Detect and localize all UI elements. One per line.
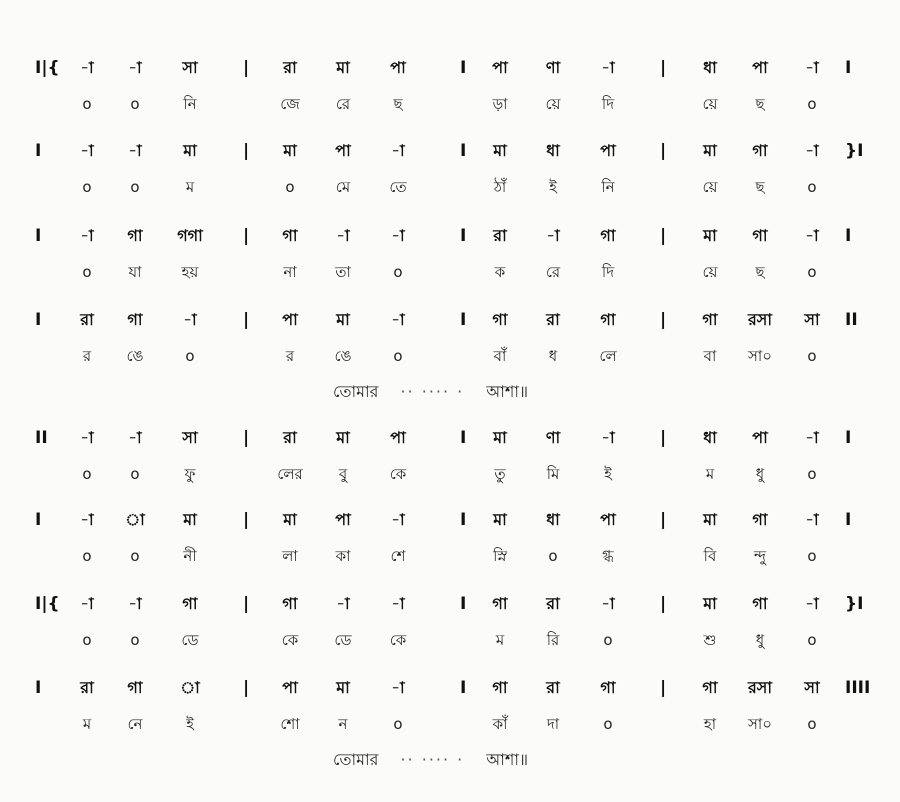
bar-separator: | [243, 510, 250, 530]
note-cell: -া [391, 510, 405, 529]
bar-separator: | [660, 428, 667, 448]
note-cell: পা [282, 678, 298, 697]
start-mark: I [35, 310, 42, 330]
note-cell: -া [336, 226, 350, 245]
note-cell: গা [600, 226, 616, 245]
lyric-cell: ঠাঁ [493, 178, 507, 196]
lyric-cell: নি [183, 95, 197, 113]
note-cell: -া [391, 310, 405, 329]
lyric-cell: বাঁ [493, 347, 507, 365]
lyric-cell: কে [389, 465, 407, 483]
note-cell: -া [391, 226, 405, 245]
refrain-start: তোমার [333, 382, 379, 401]
refrain-line [333, 384, 528, 400]
lyric-cell: তু [494, 465, 506, 483]
note-cell: পা [600, 141, 616, 160]
note-cell: গা [752, 594, 768, 613]
lyric-cell: o [393, 347, 403, 365]
note-cell: -া [391, 594, 405, 613]
note-cell: -া [805, 226, 819, 245]
refrain-end: আশা॥ [486, 382, 529, 401]
bar-separator: | [660, 510, 667, 530]
note-cell: পা [752, 428, 768, 447]
lyric-cell: o [807, 465, 817, 483]
note-cell: -া [128, 141, 142, 160]
note-cell: মা [336, 428, 350, 447]
note-cell: রসা [747, 310, 773, 329]
end-mark: }I [845, 594, 864, 614]
lyric-cell: কে [389, 631, 407, 649]
lyric-cell: জে [280, 95, 300, 113]
lyric-cell: র [285, 347, 295, 365]
lyric-cell: ডে [334, 631, 352, 649]
note-cell: সা [804, 310, 820, 329]
lyric-cell: ম [82, 715, 92, 733]
note-cell: -া [805, 58, 819, 77]
note-cell: রা [283, 58, 297, 77]
note-cell: সা [804, 678, 820, 697]
lyric-cell: ম [705, 465, 715, 483]
note-cell: মা [703, 594, 717, 613]
note-cell: গগা [177, 226, 203, 245]
lyric-cell: ঙে [334, 347, 352, 365]
bar-separator: I [460, 510, 467, 530]
lyric-cell: মি [546, 465, 560, 483]
note-cell: রা [80, 678, 94, 697]
lyric-cell: o [130, 547, 140, 565]
bar-separator: I [460, 310, 467, 330]
lyric-cell: ড়া [492, 95, 508, 113]
bar-separator: | [243, 58, 250, 78]
bar-separator: I [460, 678, 467, 698]
lyric-cell: o [393, 263, 403, 281]
lyric-cell: o [807, 631, 817, 649]
note-cell: -া [805, 594, 819, 613]
lyric-cell: ন [338, 715, 348, 733]
note-cell: মা [493, 428, 507, 447]
lyric-cell: য়ে [702, 178, 718, 196]
note-cell: রা [493, 226, 507, 245]
note-cell: রা [546, 594, 560, 613]
bar-separator: I [460, 594, 467, 614]
lyric-cell: o [82, 547, 92, 565]
lyric-cell: o [807, 715, 817, 733]
lyric-cell: তে [389, 178, 407, 196]
bar-separator: | [243, 594, 250, 614]
lyric-cell: ঙে [126, 347, 144, 365]
lyric-cell: ফু [184, 465, 196, 483]
note-cell: -া [601, 58, 615, 77]
note-cell: া [180, 678, 200, 697]
note-cell: গা [127, 678, 143, 697]
lyric-cell: ছ [755, 178, 765, 196]
bar-separator: | [243, 141, 250, 161]
lyric-cell: ই [604, 465, 612, 483]
bar-separator: I [460, 141, 467, 161]
end-mark: II [845, 310, 858, 330]
lyric-cell: দি [601, 95, 615, 113]
lyric-cell: কে [281, 631, 299, 649]
lyric-cell: o [807, 263, 817, 281]
note-cell: -া [128, 58, 142, 77]
bar-separator: | [243, 226, 250, 246]
lyric-cell: কাঁ [492, 715, 508, 733]
note-cell: -া [805, 510, 819, 529]
lyric-cell: সা০ [747, 347, 773, 365]
lyric-cell: o [185, 347, 195, 365]
lyric-cell: হা [703, 715, 717, 733]
lyric-cell: ক [494, 263, 506, 281]
note-cell: গা [600, 310, 616, 329]
lyric-cell: ছ [755, 95, 765, 113]
lyric-cell: নী [183, 547, 197, 565]
note-cell: পা [335, 510, 351, 529]
lyric-cell: o [548, 547, 558, 565]
note-cell: গা [282, 226, 298, 245]
lyric-cell: য়ে [702, 95, 718, 113]
start-mark: I|{ [35, 58, 60, 78]
note-cell: পা [752, 58, 768, 77]
note-cell: গা [127, 310, 143, 329]
bar-separator: | [660, 678, 667, 698]
note-cell: -া [805, 141, 819, 160]
refrain-dots: ·· ···· · [400, 382, 465, 401]
note-cell: মা [183, 510, 197, 529]
note-cell: মা [703, 226, 717, 245]
refrain-start: তোমার [333, 750, 379, 769]
lyric-cell: বি [703, 547, 717, 565]
note-cell: -া [128, 594, 142, 613]
lyric-cell: o [82, 631, 92, 649]
lyric-cell: মে [335, 178, 351, 196]
lyric-cell: দি [601, 263, 615, 281]
note-cell: রা [546, 310, 560, 329]
end-mark: I [845, 226, 852, 246]
end-mark: I [845, 428, 852, 448]
start-mark: I [35, 510, 42, 530]
refrain-end: আশা॥ [486, 750, 529, 769]
note-cell: পা [600, 510, 616, 529]
note-cell: পা [282, 310, 298, 329]
lyric-cell: দা [546, 715, 560, 733]
lyric-cell: o [82, 465, 92, 483]
lyric-cell: o [285, 178, 295, 196]
note-cell: পা [390, 428, 406, 447]
lyric-cell: ধু [755, 631, 765, 649]
note-cell: মা [183, 141, 197, 160]
lyric-cell: o [82, 178, 92, 196]
lyric-cell: য়ে [545, 95, 561, 113]
refrain-dots: ·· ···· · [400, 750, 465, 769]
lyric-cell: ডে [181, 631, 199, 649]
note-cell: -া [601, 594, 615, 613]
lyric-cell: শো [280, 715, 300, 733]
lyric-cell: o [130, 95, 140, 113]
lyric-cell: o [807, 178, 817, 196]
note-cell: -া [546, 226, 560, 245]
note-cell: -া [80, 58, 94, 77]
note-cell: মা [703, 510, 717, 529]
start-mark: I [35, 226, 42, 246]
lyric-cell: o [807, 547, 817, 565]
note-cell: গা [752, 226, 768, 245]
start-mark: I [35, 141, 42, 161]
lyric-cell: লা [282, 547, 298, 565]
start-mark: II [35, 428, 48, 448]
note-cell: ধা [546, 510, 560, 529]
lyric-cell: র [82, 347, 92, 365]
note-cell: গা [600, 678, 616, 697]
note-cell: -া [128, 428, 142, 447]
lyric-cell: লের [277, 465, 303, 483]
note-cell: গা [127, 226, 143, 245]
end-mark: I [845, 510, 852, 530]
lyric-cell: ন্দু [753, 547, 767, 565]
bar-separator: I [460, 428, 467, 448]
note-cell: মা [283, 510, 297, 529]
note-cell: গা [492, 594, 508, 613]
lyric-cell: স্নি [493, 547, 507, 565]
lyric-cell: ম [185, 178, 195, 196]
note-cell: ণা [545, 58, 561, 77]
lyric-cell: ই [186, 715, 194, 733]
note-cell: সা [182, 58, 198, 77]
bar-separator: | [660, 141, 667, 161]
bar-separator: | [243, 310, 250, 330]
note-cell: রা [283, 428, 297, 447]
note-cell: মা [283, 141, 297, 160]
note-cell: -া [80, 141, 94, 160]
note-cell: পা [492, 58, 508, 77]
note-cell: ধা [703, 428, 717, 447]
lyric-cell: o [807, 347, 817, 365]
lyric-cell: o [130, 465, 140, 483]
note-cell: -া [80, 510, 94, 529]
end-mark: IIII [845, 678, 871, 698]
lyric-cell: না [283, 263, 297, 281]
bar-separator: | [243, 428, 250, 448]
note-cell: -া [183, 310, 197, 329]
note-cell: গা [752, 510, 768, 529]
lyric-cell: যা [128, 263, 142, 281]
note-cell: মা [336, 58, 350, 77]
lyric-cell: তা [335, 263, 351, 281]
note-cell: গা [752, 141, 768, 160]
note-cell: -া [391, 141, 405, 160]
lyric-cell: ছ [393, 95, 403, 113]
lyric-cell: নে [127, 715, 143, 733]
note-cell: পা [390, 58, 406, 77]
lyric-cell: ছ [755, 263, 765, 281]
lyric-cell: o [130, 178, 140, 196]
note-cell: -া [80, 226, 94, 245]
note-cell: ধা [703, 58, 717, 77]
lyric-cell: o [393, 715, 403, 733]
lyric-cell: হয় [181, 263, 199, 281]
lyric-cell: শে [390, 547, 406, 565]
note-cell: মা [703, 141, 717, 160]
note-cell: -া [391, 678, 405, 697]
bar-separator: I [460, 58, 467, 78]
note-cell: পা [335, 141, 351, 160]
lyric-cell: ধ [548, 347, 558, 365]
lyric-cell: সা০ [747, 715, 773, 733]
bar-separator: | [660, 594, 667, 614]
end-mark: }I [845, 141, 864, 161]
note-cell: ধা [546, 141, 560, 160]
bar-separator: | [660, 58, 667, 78]
note-cell: গা [182, 594, 198, 613]
note-cell: মা [336, 310, 350, 329]
lyric-cell: ধু [755, 465, 765, 483]
note-cell: রা [80, 310, 94, 329]
note-cell: রসা [747, 678, 773, 697]
lyric-cell: o [130, 631, 140, 649]
note-cell: মা [493, 510, 507, 529]
lyric-cell: o [807, 95, 817, 113]
note-cell: গা [702, 678, 718, 697]
lyric-cell: o [82, 95, 92, 113]
bar-separator: | [660, 310, 667, 330]
note-cell: গা [702, 310, 718, 329]
lyric-cell: o [82, 263, 92, 281]
lyric-cell: রি [546, 631, 560, 649]
lyric-cell: য়ে [702, 263, 718, 281]
bar-separator: | [660, 226, 667, 246]
note-cell: রা [546, 678, 560, 697]
start-mark: I [35, 678, 42, 698]
note-cell: -া [80, 428, 94, 447]
lyric-cell: বা [703, 347, 717, 365]
note-cell: -া [336, 594, 350, 613]
bar-separator: I [460, 226, 467, 246]
lyric-cell: ই [549, 178, 557, 196]
note-cell: া [125, 510, 145, 529]
lyric-cell: রে [545, 263, 561, 281]
note-cell: -া [805, 428, 819, 447]
lyric-cell: ম [495, 631, 505, 649]
lyric-cell: নি [601, 178, 615, 196]
lyric-cell: বু [338, 465, 348, 483]
lyric-cell: o [603, 631, 613, 649]
note-cell: গা [492, 678, 508, 697]
lyric-cell: গ্ধ [602, 547, 614, 565]
note-cell: মা [493, 141, 507, 160]
lyric-cell: শু [703, 631, 717, 649]
note-cell: গা [492, 310, 508, 329]
lyric-cell: রে [335, 95, 351, 113]
note-cell: সা [182, 428, 198, 447]
note-cell: মা [336, 678, 350, 697]
note-cell: ণা [545, 428, 561, 447]
lyric-cell: o [603, 715, 613, 733]
bar-separator: | [243, 678, 250, 698]
refrain-line [333, 752, 528, 768]
start-mark: I|{ [35, 594, 60, 614]
note-cell: -া [601, 428, 615, 447]
note-cell: গা [282, 594, 298, 613]
end-mark: I [845, 58, 852, 78]
lyric-cell: লে [599, 347, 617, 365]
lyric-cell: কা [335, 547, 351, 565]
note-cell: -া [80, 594, 94, 613]
